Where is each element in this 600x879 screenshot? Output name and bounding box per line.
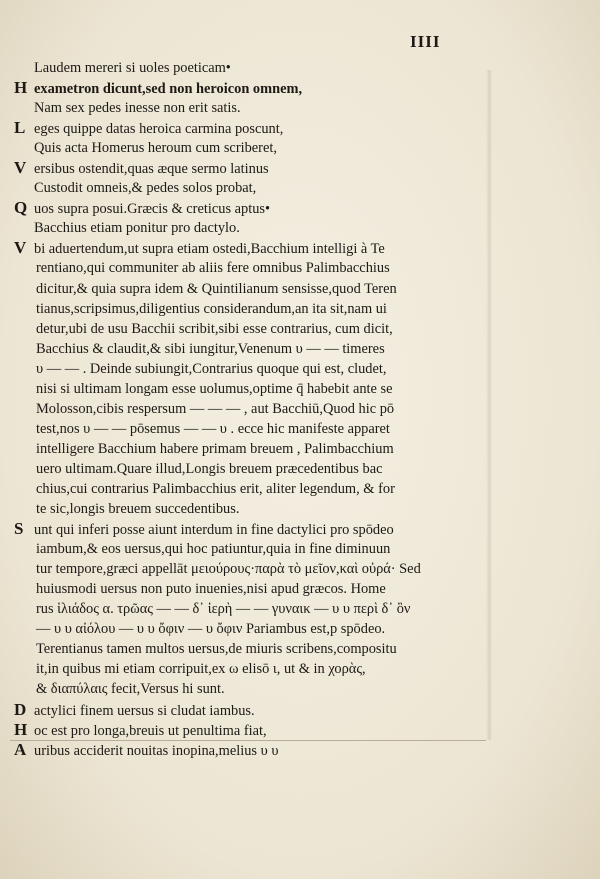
text-line [14,539,494,559]
text-line [14,740,494,760]
line-text: Laudem mereri si uoles poeticam• [34,60,231,76]
text-line [14,439,494,459]
initial-letter: V [14,238,27,258]
text-line [14,198,494,218]
text-line [14,619,494,639]
text-line [14,679,494,699]
bottom-rule [10,740,486,741]
initial-letter: H [14,719,28,739]
text-line [14,659,494,679]
line-text: υ — — . Deinde subiungit,Contrarius quoque qui est, cludet, [36,360,387,377]
text-line [14,238,494,258]
line-text: unt qui inferi posse aiunt interdum in fine dactylici pro spōdeo [34,522,394,539]
text-line [14,419,494,439]
line-text: Quis acta Homerus heroum cum scriberet, [34,140,277,157]
line-text: eges quippe datas heroica carmina poscunt, [34,121,284,138]
text-line [14,78,494,98]
text-line [14,579,494,599]
text-line [14,639,494,659]
line-text: intelligere Bacchium habere primam breuem , Palimbacchium [36,440,394,457]
text-line [14,258,494,278]
initial-letter: D [14,699,27,719]
line-text: rentiano,qui communiter ab aliis fere omnibus Palimbacchius [36,260,390,277]
text-line [14,178,494,198]
initial-letter: L [14,118,26,138]
text-line [14,559,494,579]
line-text: Bacchius & claudit,& sibi iungitur,Venenum υ — — timeres [36,340,385,357]
initial-letter: S [14,519,24,539]
text-block [14,58,494,760]
line-text: nisi si ultimam longam esse uolumus,optime q̄ habebit ante se [36,380,393,397]
line-text: Molosson,cibis respersum — — — , aut Bacchiū,Quod hic pō [36,400,395,417]
folio-number: IIII [410,32,441,51]
initial-letter: H [14,78,28,98]
text-line [14,158,494,178]
text-line [14,218,494,238]
line-text: iambum,& eos uersus,qui hoc patiuntur,quia in fine diminuun [36,541,391,558]
initial-letter: V [14,158,27,178]
text-line [14,720,494,740]
line-text: rus ἱλιάδος α. τρῶας — — δ᾽ ἱερὴ — — γυναικ — υ υ περὶ δ᾽ ὃν [36,601,411,618]
line-text: huiusmodi uersus non puto inuenies,nisi apud græcos. Home [36,581,386,598]
line-text: bi aduertendum,ut supra etiam ostedi,Bacchium intelligi à Te [34,241,385,258]
text-line [14,319,494,339]
line-text: tur tempore,græci appellāt μειούρους·παρὰ τὸ μεῖον,καὶ οὐρά· Sed [36,561,421,578]
text-line [14,700,494,720]
line-text: & διαπύλαις fecit,Versus hi sunt. [36,681,225,698]
initial-letter: Q [14,198,28,218]
line-text: oc est pro longa,breuis ut penultima fiat, [34,722,267,739]
line-text: actylici finem uersus si cludat iambus. [34,702,255,719]
line-text: exametron dicunt,sed non heroicon omnem, [34,81,303,98]
text-line [14,459,494,479]
line-text: tianus,scripsimus,diligentius considerandum,an ita sit,nam ui [36,300,387,317]
line-text: ersibus ostendit,quas æque sermo latinus [34,161,269,178]
line-text: Terentianus tamen multos uersus,de miuris scribens,compositu [36,641,397,658]
text-line [14,58,494,78]
line-text: Bacchius etiam ponitur pro dactylo. [34,220,240,237]
line-text: Nam sex pedes inesse non erit satis. [34,100,241,117]
line-text: te sic,longis breuem succedentibus. [36,501,240,518]
text-line [14,359,494,379]
text-line [14,599,494,619]
line-text: it,in quibus mi etiam corripuit,ex ω elisō ι, ut & in χορὰς, [36,661,366,678]
initial-letter: A [14,739,27,759]
line-text: dicitur,& quia supra idem & Quintilianum sensisse,quod Teren [36,280,397,297]
text-line [14,479,494,499]
line-text: Custodit omneis,& pedes solos probat, [34,180,257,197]
text-line [14,98,494,118]
text-line [14,299,494,319]
text-line [14,399,494,419]
line-text: uero ultimam.Quare illud,Longis breuem præcedentibus bac [36,460,383,477]
line-text: uribus acciderit nouitas inopina,melius υ υ [34,742,279,759]
text-line [14,279,494,299]
line-text: test,nos υ — — pōsemus — — υ . ecce hic manifeste apparet [36,420,390,437]
text-line [14,499,494,519]
text-line [14,519,494,539]
text-line [14,339,494,359]
line-text: chius,cui contrarius Palimbacchius erit, aliter legendum, & for [36,480,395,497]
line-text: — υ υ αἰόλου — υ υ ὄφιν — υ ὄφιν Pariambus est,p spōdeo. [36,621,386,638]
line-text: uos supra posui.Græcis & creticus aptus• [34,201,271,218]
text-line [14,138,494,158]
text-line [14,118,494,138]
line-text: detur,ubi de usu Bacchii scribit,sibi esse contrarius, cum dicit, [36,320,393,337]
text-line [14,379,494,399]
